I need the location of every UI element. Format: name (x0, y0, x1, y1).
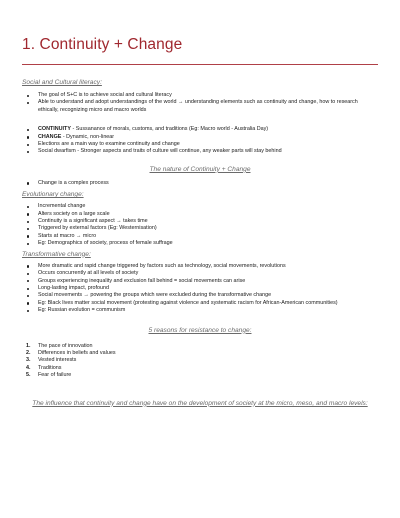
list-item: Triggered by external factors (Eg: Westernisation) (22, 225, 378, 232)
definitions-list (22, 126, 378, 156)
list-item: Social movements → powering the groups which were excluded during the transformative change (22, 292, 378, 299)
page-title: 1. Continuity + Change (22, 36, 183, 53)
list-item: Eg: Demographics of society, process of female suffrage (22, 240, 378, 247)
list-text: Vested interests (38, 357, 77, 364)
list-item: Change is a complex process (22, 180, 378, 187)
list-item (22, 372, 378, 379)
list-text: The pace of innovation (38, 342, 93, 349)
list-item (22, 350, 378, 357)
section-label-evolutionary: Evolutionary change: (22, 191, 84, 199)
list-item: Starts at macro → micro (22, 233, 378, 240)
term-change: CHANGE (38, 133, 62, 140)
list-item (22, 343, 378, 350)
list-number: 3. (26, 357, 31, 364)
resistance-numbered-list (22, 343, 378, 380)
list-item: Groups experiencing inequality and exclusion fall behind = social movements can arise (22, 278, 378, 285)
list-number: 4. (26, 364, 31, 371)
nature-bullet-list (22, 180, 378, 187)
list-item (22, 126, 378, 133)
list-item: Elections are a main way to examine continuity and change (22, 141, 378, 148)
social-bullet-list (22, 92, 378, 114)
list-item: Social dwarfism - Stronger aspects and traits of culture will continue, any weaker parts will stay behind (22, 148, 378, 155)
section-label-social: Social and Cultural literacy: (22, 79, 102, 86)
evolutionary-bullet-list (22, 203, 378, 247)
list-text: Traditions (38, 364, 62, 371)
list-number: 1. (26, 342, 31, 349)
heading-influence: The influence that continuity and change have on the development of society at the micro, meso, and macro levels: (32, 399, 368, 407)
list-text: Fear of failure (38, 372, 72, 379)
transformative-bullet-list (22, 263, 378, 315)
list-item: Incremental change (22, 203, 378, 210)
list-item: Continuity is a significant aspect → takes time (22, 218, 378, 225)
list-item (22, 134, 378, 141)
list-number: 2. (26, 349, 31, 356)
heading-nature: The nature of Continuity + Change (149, 165, 251, 173)
list-item (22, 357, 378, 364)
list-item: Alters society on a large scale (22, 211, 378, 218)
list-item: Occurs concurrently at all levels of society (22, 270, 378, 277)
term-continuity-description: - Sussanance of morals, customs, and traditions (Eg: Macro world - Australia Day) (70, 126, 269, 133)
term-change-description: - Dynamic, non-linear (61, 133, 115, 140)
document-body (22, 79, 378, 408)
section-label-transformative: Transformative change: (22, 250, 91, 258)
title-divider (22, 64, 378, 65)
list-item: The goal of S+C is to achieve social and cultural literacy (22, 92, 378, 99)
term-continuity: CONTINUITY (38, 126, 71, 133)
list-item: Eg: Black lives matter social movement (protesting against violence and systematic racism for African-American communities) (22, 300, 378, 307)
list-item: Eg: Russian evolution = communism (22, 307, 378, 314)
heading-resistance: 5 reasons for resistance to change: (148, 326, 252, 334)
list-text: Differences in beliefs and values (38, 349, 116, 356)
list-item: More dramatic and rapid change triggered by factors such as technology, social movements, revolutions (22, 263, 378, 270)
list-item: Long-lasting impact, profound (22, 285, 378, 292)
list-item (22, 365, 378, 372)
list-number: 5. (26, 372, 31, 379)
list-item: Able to understand and adopt understandings of the world → understanding elements such as continuity and change, how to research ethically, recognizing micro and macro worlds (22, 99, 378, 114)
